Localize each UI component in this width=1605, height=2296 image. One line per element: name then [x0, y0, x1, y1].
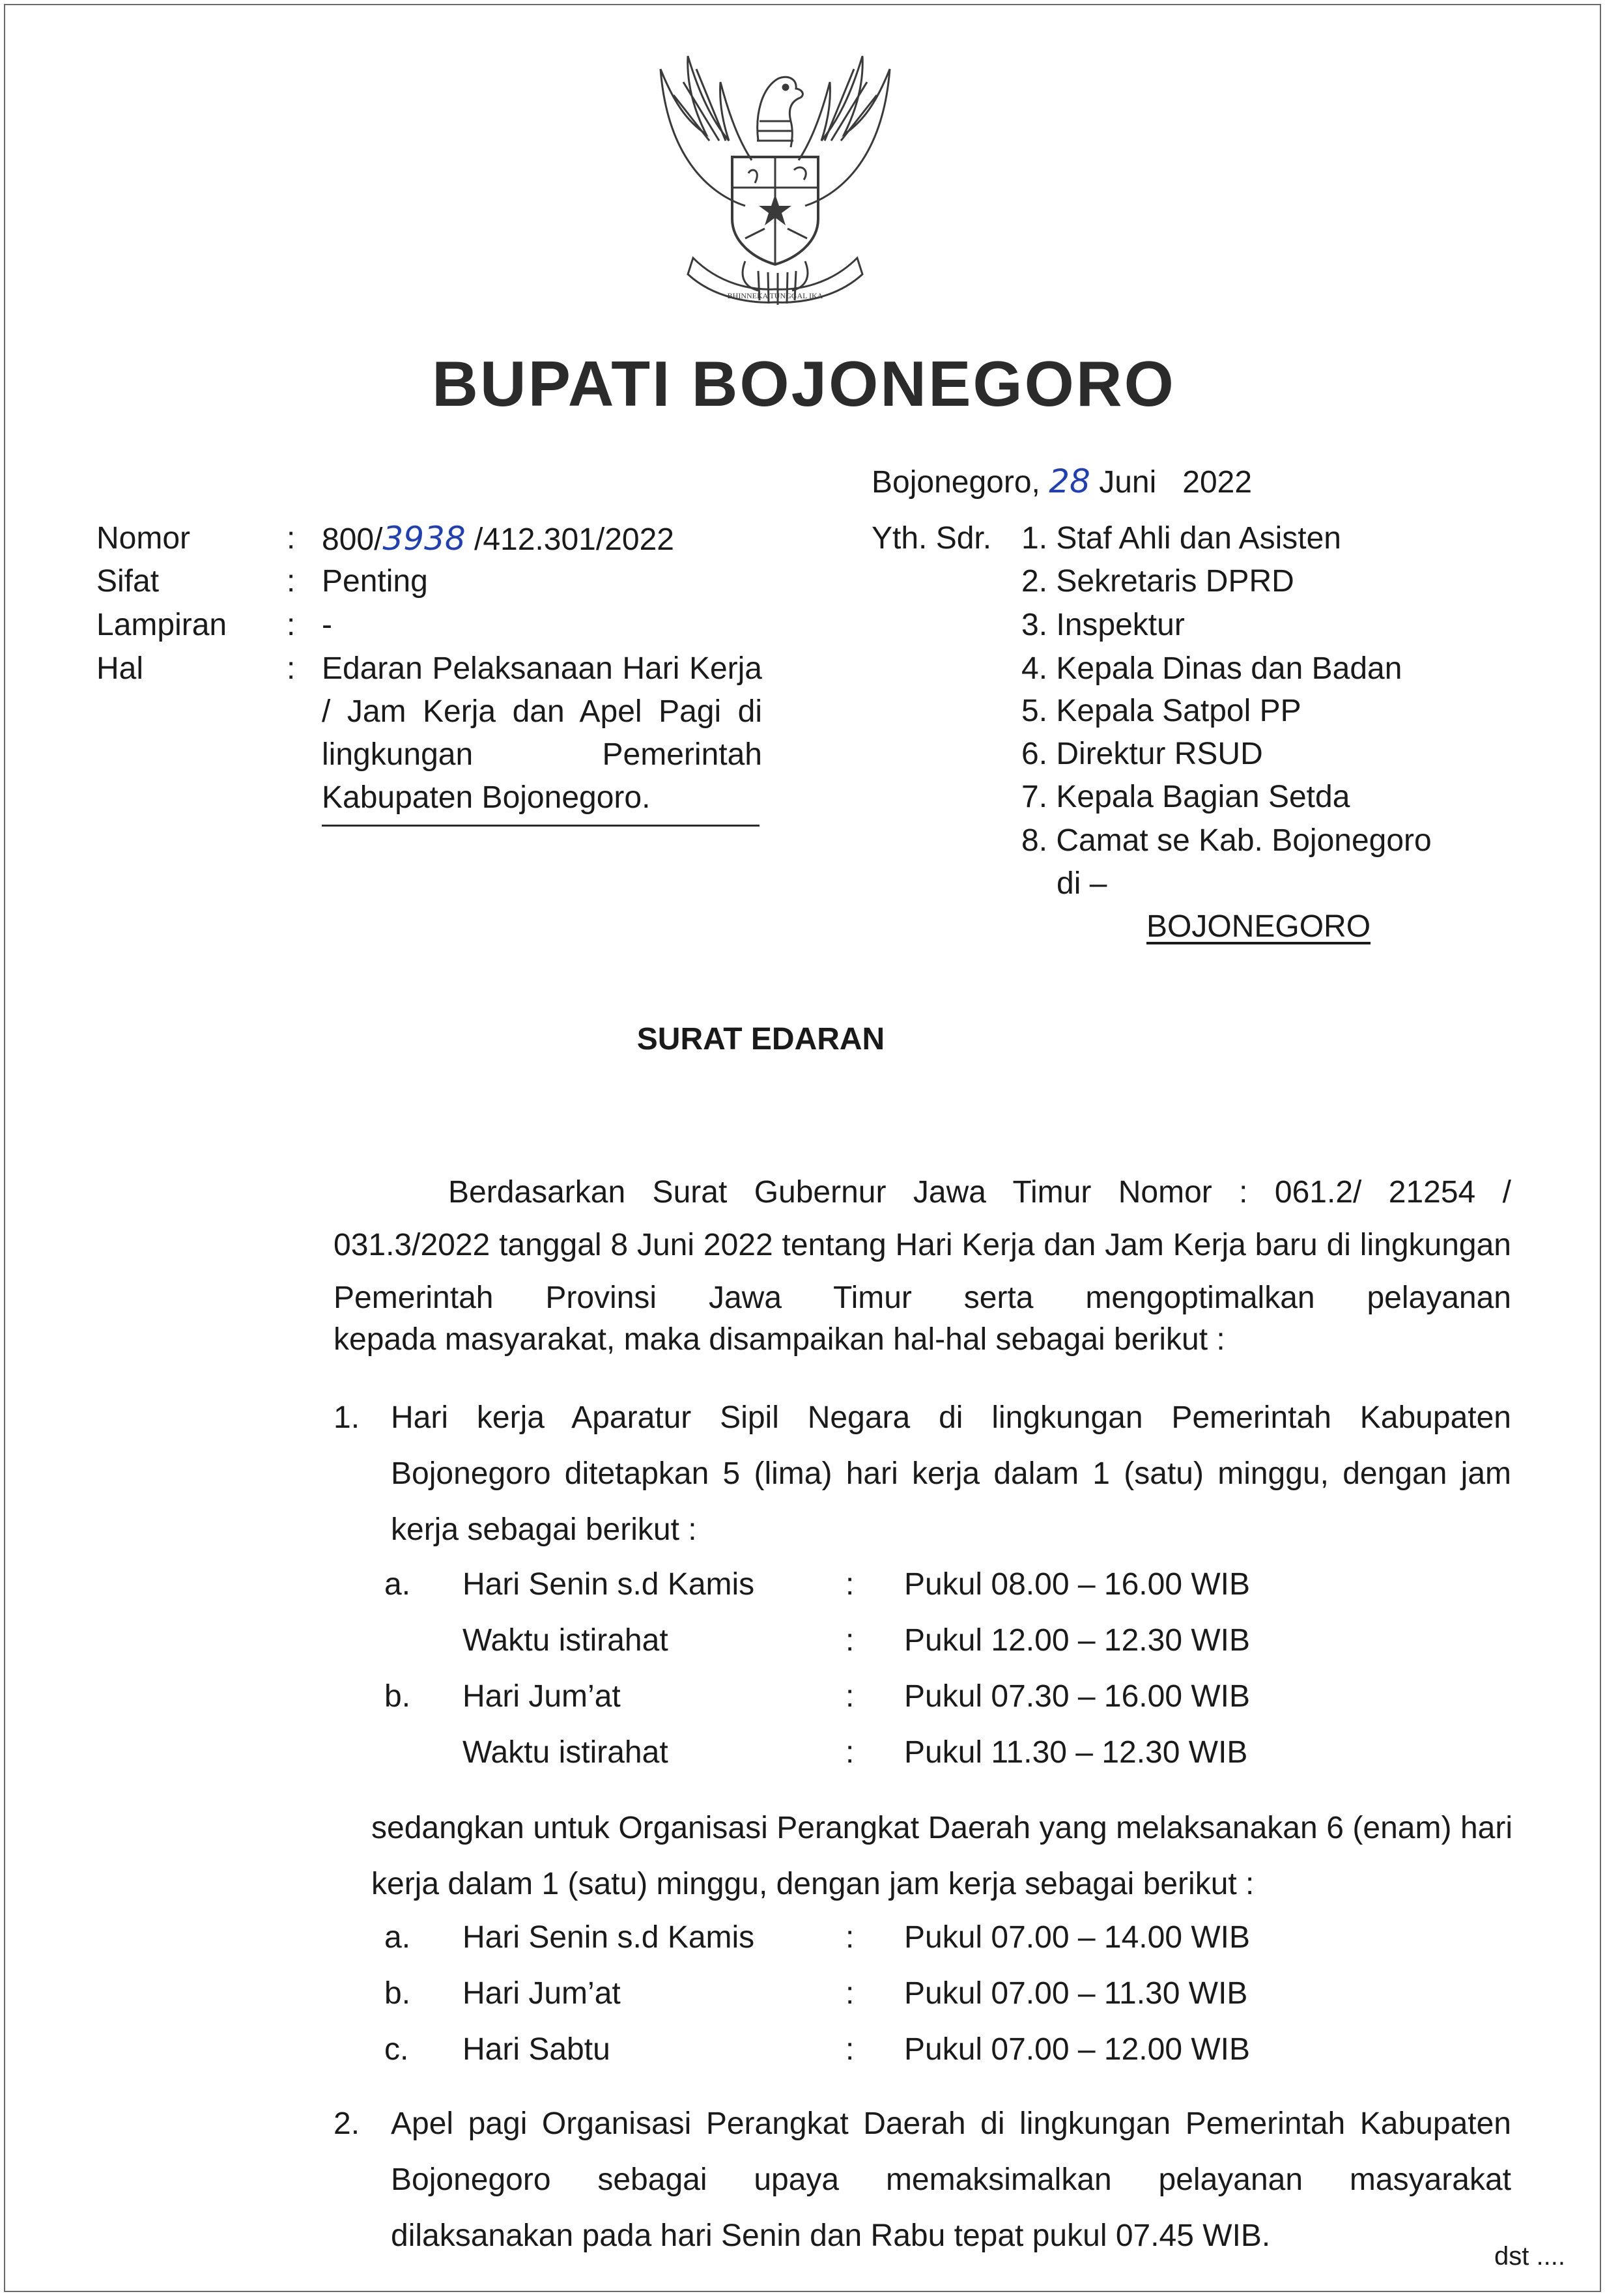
- schedule-time: Pukul 08.00 – 16.00 WIB: [904, 1567, 1250, 1602]
- meta-value-sifat: Penting: [322, 564, 428, 599]
- schedule-time: Pukul 12.00 – 12.30 WIB: [904, 1623, 1250, 1658]
- schedule-colon: :: [845, 1567, 855, 1602]
- meta-label-lampiran: Lampiran: [96, 608, 227, 642]
- date-line: [872, 460, 1252, 504]
- schedule-colon: :: [845, 2032, 855, 2067]
- schedule-label: Hari Senin s.d Kamis: [462, 1567, 755, 1602]
- recipient-item: 6. Direktur RSUD: [1021, 737, 1263, 771]
- schedule-letter: c.: [384, 2032, 409, 2067]
- schedule-label: Waktu istirahat: [462, 1735, 668, 1770]
- item1-text: Hari kerja Aparatur Sipil Negara di lingkungan Pemerintah Kabupaten Bojonegoro ditetapkan 5 (lima) hari kerja dalam 1 (satu) minggu, dengan jam kerja sebagai berikut :: [391, 1400, 1511, 1547]
- meta-colon: :: [287, 651, 296, 686]
- meta-colon: :: [287, 608, 296, 642]
- schedule-label: Hari Jum’at: [462, 1679, 621, 1714]
- recipient-item: 3. Inspektur: [1021, 608, 1185, 642]
- schedule-time: Pukul 07.00 – 11.30 WIB: [904, 1976, 1248, 2011]
- emblem-motto: BHINNEKA TUNGGAL IKA: [727, 291, 823, 300]
- nomor-handwritten: 3938: [382, 520, 466, 558]
- schedule-letter: b.: [384, 1679, 411, 1714]
- recipient-item: 4. Kepala Dinas dan Badan: [1021, 651, 1402, 686]
- recipient-item: 1. Staf Ahli dan Asisten: [1021, 521, 1341, 556]
- six-day-text: sedangkan untuk Organisasi Perangkat Daerah yang melaksanakan 6 (enam) hari kerja dalam 1 (satu) minggu, dengan jam kerja sebagai berikut :: [371, 1811, 1513, 1901]
- schedule-label: Hari Sabtu: [462, 2032, 610, 2067]
- schedule-label: Hari Senin s.d Kamis: [462, 1920, 755, 1955]
- recipient-di: di –: [1057, 866, 1107, 901]
- schedule-colon: :: [845, 1623, 855, 1658]
- date-day-handwritten: 28: [1049, 462, 1090, 500]
- circular-heading: SURAT EDARAN: [636, 1022, 885, 1056]
- nomor-prefix: 800/: [322, 522, 383, 557]
- recipient-item: 8. Camat se Kab. Bojonegoro: [1021, 823, 1432, 858]
- letter-title: BUPATI BOJONEGORO: [432, 348, 1176, 419]
- schedule-time: Pukul 07.00 – 12.00 WIB: [904, 2032, 1250, 2067]
- hal-underline-rule: [322, 825, 760, 827]
- schedule-time: Pukul 07.00 – 14.00 WIB: [904, 1920, 1250, 1955]
- schedule-label: Hari Jum’at: [462, 1976, 621, 2011]
- continuation-note: dst ....: [1494, 2242, 1565, 2271]
- item2-text: Apel pagi Organisasi Perangkat Daerah di lingkungan Pemerintah Kabupaten Bojonegoro sebagai upaya memaksimalkan pelayanan masyarakat dilaksanakan pada hari Senin dan Rabu tepat pukul 07.45 WIB.: [391, 2106, 1511, 2253]
- meta-label-sifat: Sifat: [96, 564, 160, 599]
- recipient-place: BOJONEGORO: [1146, 909, 1371, 944]
- schedule-letter: b.: [384, 1976, 411, 2011]
- recipient-item: 2. Sekretaris DPRD: [1021, 564, 1294, 599]
- intro-last-line: kepada masyarakat, maka disampaikan hal-hal sebagai berikut :: [334, 1322, 1225, 1357]
- meta-colon: :: [287, 521, 296, 556]
- recipient-item: 7. Kepala Bagian Setda: [1021, 780, 1350, 814]
- schedule-colon: :: [845, 1735, 855, 1770]
- schedule-colon: :: [845, 1976, 855, 2011]
- nomor-suffix: /412.301/2022: [465, 522, 674, 557]
- recipient-item: 5. Kepala Satpol PP: [1021, 694, 1301, 728]
- letter-page: [4, 4, 1601, 2292]
- garuda-emblem-icon: [647, 43, 903, 317]
- meta-value-hal: Edaran Pelaksanaan Hari Kerja / Jam Kerja dan Apel Pagi di lingkungan Pemerintah Kabupaten Bojonegoro.: [322, 651, 762, 815]
- meta-label-nomor: Nomor: [96, 521, 191, 556]
- date-place: Bojonegoro,: [872, 465, 1040, 500]
- date-month-year: Juni 2022: [1099, 465, 1253, 500]
- schedule-label: Waktu istirahat: [462, 1623, 668, 1658]
- meta-value-lampiran: -: [322, 608, 332, 642]
- schedule-time: Pukul 07.30 – 16.00 WIB: [904, 1679, 1250, 1714]
- schedule-letter: a.: [384, 1920, 411, 1955]
- item-number: 1.: [334, 1400, 360, 1435]
- schedule-letter: a.: [384, 1567, 411, 1602]
- item-number: 2.: [334, 2106, 360, 2141]
- recipient-prefix: Yth. Sdr.: [872, 521, 992, 556]
- meta-value-nomor: [322, 517, 674, 561]
- schedule-time: Pukul 11.30 – 12.30 WIB: [904, 1735, 1248, 1770]
- meta-label-hal: Hal: [96, 651, 144, 686]
- schedule-colon: :: [845, 1679, 855, 1714]
- schedule-colon: :: [845, 1920, 855, 1955]
- intro-paragraph: Berdasarkan Surat Gubernur Jawa Timur Nomor : 061.2/ 21254 / 031.3/2022 tanggal 8 Juni 2022 tentang Hari Kerja dan Jam Kerja baru di lingkungan Pemerintah Provinsi Jawa Timur serta mengoptimalkan pelayanan: [334, 1175, 1511, 1315]
- meta-colon: :: [287, 564, 296, 599]
